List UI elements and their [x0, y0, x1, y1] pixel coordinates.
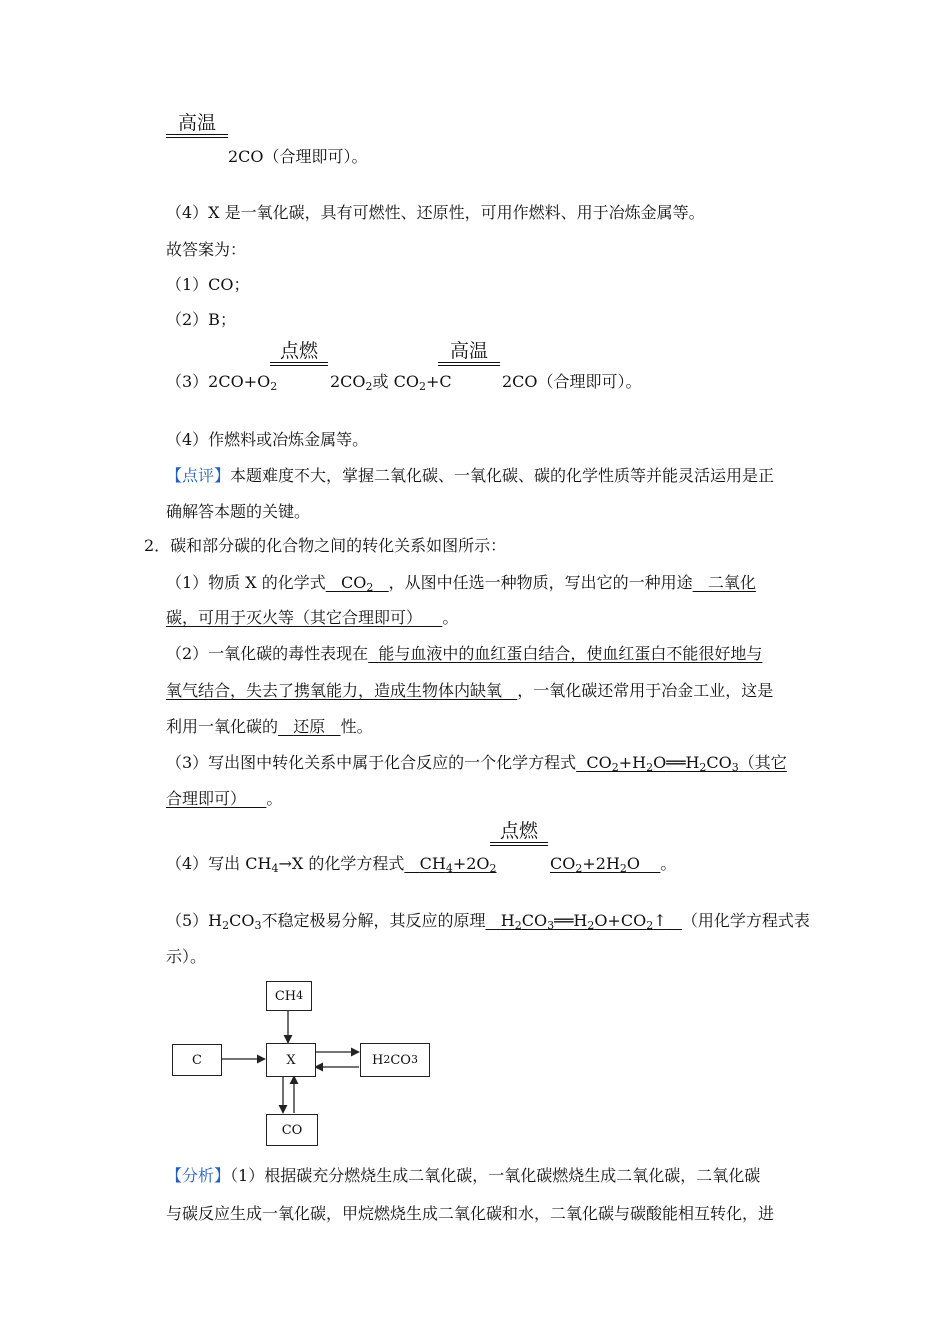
reaction-condition-dianran: 点燃: [490, 820, 548, 842]
analysis-tag: 【分析】: [166, 1166, 231, 1185]
answer-3-tail: 2CO（合理即可）。: [502, 372, 642, 391]
q2-5-line1: $(5)H_2CO_3$不稳定极易分解，其反应的原理 $H_2CO_3══H_2O+CO_2↑$ （用化学方程式表: [166, 911, 810, 932]
answer-3: $(3)2CO+O_2$: [166, 372, 278, 393]
answer-2: （2）B；: [166, 310, 236, 329]
node-x: X: [266, 1043, 316, 1077]
node-h2co3: H 2 CO 3: [360, 1043, 430, 1077]
q2-4-product: $CO_2+2H_2O$ 。: [550, 854, 677, 875]
question-2-stem: 2．碳和部分碳的化合物之间的转化关系如图所示：: [144, 536, 507, 555]
reaction-condition-dianran: 点燃: [270, 340, 328, 362]
comment-tag: 【点评】: [166, 466, 231, 485]
node-ch4: CH 4: [266, 981, 312, 1011]
answer-intro: 故答案为：: [166, 240, 247, 259]
q2-1-line1: （1）物质 X 的化学式 $CO_2$ ，从图中任选一种物质，写出它的一种用途 二氧化: [166, 573, 756, 594]
reaction-condition-gaowen: 高温: [166, 112, 228, 134]
part1-item4: （4）X 是一氧化碳，具有可燃性、还原性，可用作燃料、用于冶炼金属等。: [166, 203, 705, 222]
q2-3-line1: （3）写出图中转化关系中属于化合反应的一个化学方程式 $CO_2+H_2O══H_2CO_3$（其它: [166, 753, 787, 774]
q2-1-line2: 碳，可用于灭火等（其它合理即可） 。: [166, 608, 459, 627]
answer-1: （1）CO；: [166, 275, 250, 294]
reaction-condition-gaowen: 高温: [438, 340, 500, 362]
q2-4-line: （4）写出 $CH_4\to X$ 的化学方程式 $CH_4+2O_2$: [166, 854, 497, 875]
q2-2-line1: （2）一氧化碳的毒性表现在 能与血液中的血红蛋白结合，使血红蛋白不能很好地与: [166, 644, 763, 663]
comment-line-2: 确解答本题的关键。: [166, 502, 311, 521]
q2-3-line2: 合理即可） 。: [166, 789, 283, 808]
analysis-line-1: 【分析】（1）根据碳充分燃烧生成二氧化碳，一氧化碳燃烧生成二氧化碳，二氧化碳: [166, 1166, 761, 1185]
node-c: C: [172, 1044, 222, 1076]
q2-2-line3: 利用一氧化碳的 还原 性。: [166, 717, 373, 736]
comment-line-1: 【点评】本题难度不大，掌握二氧化碳、一氧化碳、碳的化学性质等并能灵活运用是正: [166, 466, 775, 485]
analysis-line-2: 与碳反应生成一氧化碳，甲烷燃烧生成二氧化碳和水，二氧化碳与碳酸能相互转化，进: [166, 1204, 775, 1223]
answer-3-product: $2CO_2$或 $CO_2+C$: [330, 372, 452, 393]
equation-tail-line: 2CO（合理即可）。: [228, 147, 368, 166]
node-co: CO: [266, 1114, 318, 1146]
answer-4: （4）作燃料或冶炼金属等。: [166, 430, 369, 449]
q2-2-line2: 氧气结合，失去了携氧能力，造成生物体内缺氧 ，一氧化碳还常用于冶金工业，这是: [166, 681, 774, 700]
q2-5-line2: 示）。: [166, 947, 207, 966]
